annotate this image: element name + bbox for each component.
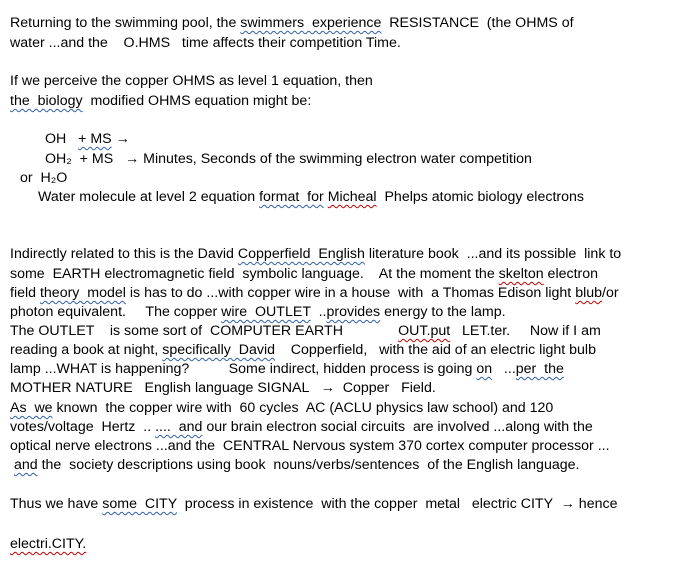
grammar-flag-phrase: provides [326,304,381,320]
text-run: OH [45,131,79,147]
text-run: field [10,285,40,301]
text-run: RESISTANCE (the OHMS of [381,15,574,31]
text-run: /or [602,285,619,301]
grammar-flag-phrase: As we [10,400,53,416]
text-line [45,130,130,149]
text-run: LET.ter. Now if I am [450,323,601,339]
spelling-error-word: Micheal [327,189,377,205]
text-line [20,169,67,188]
text-line [10,456,579,475]
text-run: ... [492,361,516,377]
text-run: modified OHMS equation might be: [82,93,312,109]
text-run: energy to the lamp. [380,304,506,320]
text-line [10,399,553,418]
text-line [10,245,621,264]
text-line [10,14,574,33]
text-run: optical nerve electrons ...and the CENTRAL Nervous system 370 cortex computer processor ... [10,438,610,454]
text-line [45,150,532,169]
text-run: some EARTH electromagnetic field symbolic language. At the moment the [10,266,499,282]
text-run: Indirectly related to this is the David [10,246,238,262]
text-line [10,341,596,360]
text-run: lamp ...WHAT is happening? Some indirect, hidden process is going [10,361,477,377]
text-line [10,495,617,514]
text-run: .. [310,304,327,320]
text-line [10,437,610,456]
grammar-flag-phrase: on [476,361,493,377]
spelling-error-word: skelton [498,266,544,282]
grammar-flag-phrase: specifically David [162,342,275,358]
spelling-error-word: blub [575,285,603,301]
text-run: water ...and the O.HMS time affects their competition Time. [10,35,401,51]
text-line [10,418,593,437]
text-run: Copperfield, with the aid of an electric light bulb [275,342,596,358]
text-run: or H₂O [20,170,68,186]
grammar-flag-phrase: format for [259,189,324,205]
grammar-flag-phrase: + MS [78,131,112,147]
grammar-flag-phrase: swimmers experience [240,15,382,31]
text-line [10,322,601,341]
text-run: process in existence with the copper metal electric CITY → hence [176,496,618,512]
text-run: our brain electron social circuits are involved ...along with the [202,419,593,435]
text-line [10,303,506,322]
text-line [10,265,598,284]
text-line [10,379,436,398]
text-run: Water molecule at level 2 equation [38,189,260,205]
text-run: literature book ...and its possible link to [364,246,622,262]
grammar-flag-phrase: theory model [39,285,126,301]
spelling-error-word: OUT.put [398,323,451,339]
text-line [38,188,584,207]
text-line [10,72,373,91]
text-run: If we perceive the copper OHMS as level 1 equation, then [10,73,373,89]
text-line [10,92,311,111]
grammar-flag-phrase: the biology [10,93,83,109]
text-line [10,284,619,303]
text-run: Thus we have [10,496,103,512]
text-run: MOTHER NATURE English language SIGNAL → Copper Field. [10,380,436,396]
text-run: votes/voltage Hertz .. [10,419,156,435]
text-run: OH₂ + MS → Minutes, Seconds of the swimming electron water competition [45,151,532,167]
text-line [10,535,86,554]
spelling-error-word: electri.CITY. [10,536,87,552]
text-line [10,34,401,53]
grammar-flag-phrase: wire OUTLET [221,304,311,320]
text-run: known the copper wire with 60 cycles AC (ACLU physics law school) and 120 [52,400,554,416]
text-run: Returning to the swimming pool, the [10,15,241,31]
text-run: the society descriptions using book nouns/verbs/sentences of the English language. [37,457,580,473]
grammar-flag-phrase: .... and [155,419,203,435]
grammar-flag-phrase: Copperfield English [237,246,365,262]
text-run: reading a book at night, [10,342,163,358]
grammar-flag-phrase: per the [515,361,564,377]
grammar-flag-phrase: and [13,457,38,473]
text-run: photon equivalent. The copper [10,304,222,320]
text-run: → [111,131,130,147]
text-run: is has to do ...with copper wire in a house with a Thomas Edison light [125,285,576,301]
text-line [10,360,564,379]
text-run: Phelps atomic biology electrons [376,189,584,205]
text-run: The OUTLET is some sort of COMPUTER EARTH [10,323,399,339]
grammar-flag-phrase: some CITY [102,496,177,512]
text-run: electron [543,266,599,282]
